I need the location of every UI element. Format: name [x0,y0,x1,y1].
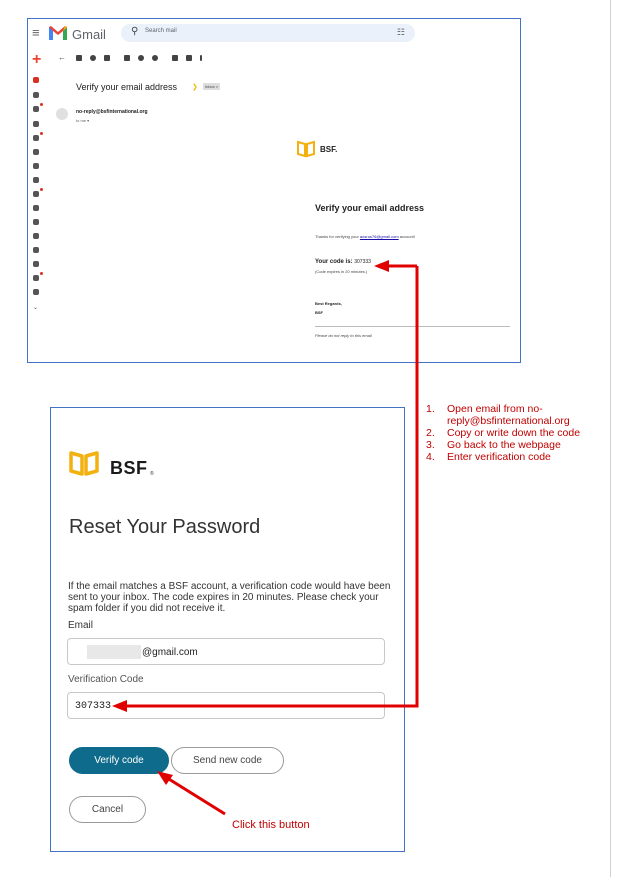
mail-icon[interactable] [33,121,39,127]
step-item [426,451,616,463]
gmail-left-rail [28,49,50,362]
account-email-link[interactable]: aosrus76@gmail.com [359,234,399,239]
label-icon[interactable] [33,289,39,295]
signoff-line: BSF [315,310,323,315]
label-icon[interactable] [33,219,39,225]
verification-code-label: Verification Code [68,674,144,685]
email-toolbar [58,55,258,65]
verify-code-button[interactable]: Verify code [69,747,169,774]
thanks-text-end: account! [398,234,415,239]
gmail-logo-icon [48,24,68,42]
step-text: Go back to the webpage [447,439,561,451]
email-field-value: @gmail.com [142,647,198,658]
thanks-text: Thanks for verifying your [315,234,360,239]
step-item [426,403,616,427]
code-value: 307333 [354,259,371,265]
cancel-button[interactable]: Cancel [69,796,146,823]
notification-dot [40,272,43,275]
reset-password-card [50,407,405,852]
label-icon[interactable] [33,275,39,281]
search-icon[interactable]: ⚲ [131,26,139,37]
noreply-note: Please do not reply to this email [315,333,372,338]
report-spam-icon[interactable] [90,55,96,61]
email-label: Email [68,620,94,631]
back-arrow-icon[interactable]: ← [58,53,66,62]
delete-icon[interactable] [104,55,110,61]
registered-mark: ® [150,471,154,477]
email-thanks-line [315,234,415,239]
email-subject: Verify your email address [76,82,178,92]
search-placeholder: Search mail [145,28,177,34]
gmail-screenshot [27,18,521,363]
step-text: Enter verification code [447,451,551,463]
email-divider [315,326,510,327]
move-to-icon[interactable] [172,55,178,61]
gmail-app-name: Gmail [72,27,106,42]
bsf-book-logo-icon [296,139,316,158]
step-text: Open email from no-reply@bsfinternational.org [447,403,570,427]
step-item [426,439,616,451]
email-field[interactable] [67,638,385,665]
spam-icon[interactable] [33,135,39,141]
inbox-icon[interactable] [33,77,39,83]
label-icon[interactable] [33,233,39,239]
snooze-icon[interactable] [138,55,144,61]
email-code-line [315,259,371,265]
drafts-icon[interactable] [33,106,39,112]
inbox-label-chip[interactable]: Inbox × [205,84,219,89]
brand-wordmark: BSF [110,458,148,478]
email-heading: Verify your email address [315,203,425,213]
label-icon[interactable] [33,177,39,183]
compose-icon[interactable]: + [32,51,42,68]
redacted-email-prefix [87,645,141,659]
page-title: Reset Your Password [69,516,261,538]
regards-line: Best Regards, [315,301,342,306]
label-icon[interactable] [33,205,39,211]
code-label: Your code is: [315,259,355,265]
tune-icon[interactable]: ☷ [396,27,405,37]
chevron-down-icon[interactable]: ⌄ [33,305,39,311]
step-item [426,427,616,439]
trash-icon[interactable] [33,149,39,155]
verification-code-value: 307333 [75,701,112,712]
step-number: 4. [426,451,435,463]
email-sender: no-reply@bsfinternational.org [76,109,148,115]
bsf-book-logo-icon [69,449,99,476]
step-text: Copy or write down the code [447,427,581,439]
notification-dot [40,132,43,135]
notification-dot [40,188,43,191]
archive-icon[interactable] [76,55,82,61]
send-new-code-button[interactable]: Send new code [171,747,284,774]
labels-icon[interactable] [186,55,192,61]
label-icon[interactable] [33,247,39,253]
search-bar[interactable] [121,24,415,42]
label-icon[interactable] [33,261,39,267]
sent-icon[interactable] [33,92,39,98]
step-number: 2. [426,427,435,439]
step-number: 3. [426,439,435,451]
sender-avatar [56,108,68,120]
to-me-toggle[interactable]: to me ▾ [76,118,90,123]
label-icon[interactable] [33,163,39,169]
gmail-header [28,19,520,49]
more-options-icon[interactable] [200,55,202,61]
verification-code-field[interactable] [67,692,385,719]
hamburger-menu-icon[interactable]: ≡ [32,25,40,40]
email-brand: BSF. [320,145,338,154]
email-signature [315,299,342,317]
add-task-icon[interactable] [152,55,158,61]
click-this-button-note: Click this button [232,819,310,831]
code-expiry-note: (Code expires in 20 minutes.) [315,269,368,274]
step-number: 1. [426,403,435,415]
important-marker-icon[interactable]: ❯ [192,84,198,91]
mark-unread-icon[interactable] [124,55,130,61]
instruction-steps [426,403,616,463]
notification-dot [40,103,43,106]
info-text: If the email matches a BSF account, a verification code would have been sent to your inbox. The code expires in 20 minutes. Please check your spam folder if you did not receive it. [68,581,391,614]
label-icon[interactable] [33,191,39,197]
